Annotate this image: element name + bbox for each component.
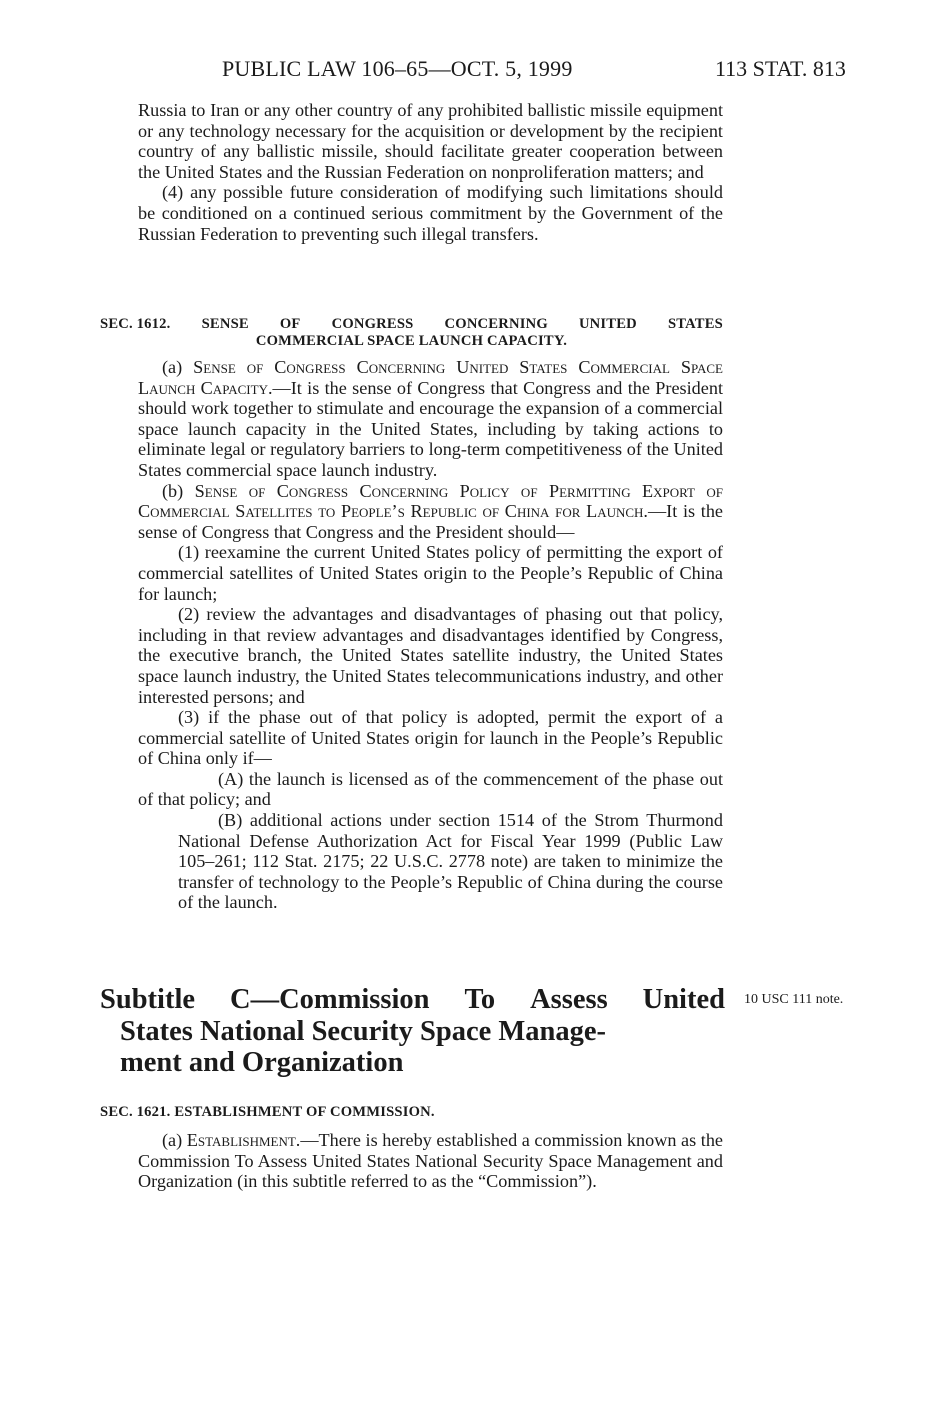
- paragraph-2: (2) review the advantages and disadvantages of phasing out that policy, including in that review advantages and disadvantages identified by Congress, the executive branch, the United States satellite industry, the United States space launch industry, the United States telecommunications industry, and other interested persons; and: [138, 604, 723, 707]
- subsection-caption: Sense of Congress Concerning Policy of Permitting Export of Commercial Satellites to People’s Republic of China for Launch.: [138, 480, 724, 522]
- subsection-a: [138, 1130, 723, 1192]
- subparagraph-a: (A) the launch is licensed as of the commencement of the phase out of that policy; and: [138, 768, 723, 810]
- subparagraph-b: (B) additional actions under section 1514 of the Strom Thurmond National Defense Authorization Act for Fiscal Year 1999 (Public Law 105–261; 112 Stat. 2175; 22 U.S.C. 2778 note) are taken to minimize the transfer of technology to the People’s Republic of China during the course of the launch.: [178, 810, 723, 913]
- statute-page-number: 113 STAT. 813: [715, 56, 846, 81]
- subtitle-heading: [100, 984, 725, 1079]
- section-1621-heading: SEC. 1621. ESTABLISHMENT OF COMMISSION.: [100, 1104, 435, 1120]
- subsection-text: —It is the sense of Congress that Congress and the President should—: [138, 501, 724, 542]
- heading-word: SEC. 1612.: [100, 316, 171, 332]
- heading-word: OF: [279, 316, 301, 332]
- subsection-a: [138, 357, 723, 481]
- heading-word: STATES: [667, 316, 723, 332]
- subsection-label: (b): [162, 480, 184, 501]
- continuation-paragraph: Russia to Iran or any other country of any prohibited ballistic missile equipment or any technology necessary for the acquisition or development by the recipient country of any ballistic missile, should facilitate greater cooperation between the United States and the Russian Federation on nonproliferation matters; and: [138, 100, 723, 182]
- subsection-caption: Sense of Congress Concerning United States Commercial Space Launch Capacity.: [138, 357, 723, 398]
- subsection-label: (a): [162, 357, 183, 377]
- section-1612-body: [138, 357, 723, 913]
- heading-word: UNITED: [578, 316, 637, 332]
- heading-word: SENSE: [201, 316, 249, 332]
- margin-citation-note: 10 USC 111 note.: [744, 992, 844, 1007]
- subtitle-word: C—Commission: [229, 984, 430, 1015]
- subtitle-line-2: States National Security Space Manage-: [120, 1015, 607, 1047]
- subsection-label: (a): [162, 1130, 183, 1150]
- subtitle-word: To: [464, 984, 496, 1015]
- heading-word: CONGRESS: [331, 316, 414, 332]
- subtitle-word: Assess: [530, 984, 608, 1015]
- intro-text: [138, 100, 723, 244]
- subtitle-word: United: [642, 984, 725, 1015]
- subsection-text: —There is hereby established a commission known as the Commission To Assess United States National Security Space Management and Organization (in this subtitle referred to as the “Commission”).: [138, 1130, 723, 1192]
- subtitle-line-3: ment and Organization: [120, 1047, 404, 1078]
- subsection-text: —It is the sense of Congress that Congress and the President should work together to stimulate and encourage the expansion of a commercial space launch capacity in the United States, including by taking actions to eliminate legal or regulatory barriers to long-term competitiveness of the United States commercial space launch industry.: [138, 377, 723, 480]
- subsection-caption: Establishment.: [186, 1130, 301, 1150]
- subsection-b: [138, 481, 723, 543]
- section-1621-body: [138, 1130, 723, 1192]
- paragraph-3: (3) if the phase out of that policy is adopted, permit the export of a commercial satellite of United States origin for launch in the People’s Republic of China only if—: [138, 707, 723, 769]
- heading-line-2: COMMERCIAL SPACE LAUNCH CAPACITY.: [255, 333, 568, 349]
- paragraph-1: (1) reexamine the current United States policy of permitting the export of commercial satellites of United States origin to the People’s Republic of China for launch;: [138, 542, 723, 604]
- heading-word: CONCERNING: [444, 316, 548, 332]
- section-1612-heading: [100, 316, 723, 350]
- subtitle-word: Subtitle: [100, 984, 196, 1015]
- paragraph-4: (4) any possible future consideration of modifying such limitations should be conditioned on a continued serious commitment by the Government of the Russian Federation to preventing such illegal transfers.: [138, 182, 723, 244]
- running-header-title: PUBLIC LAW 106–65—OCT. 5, 1999: [222, 56, 573, 81]
